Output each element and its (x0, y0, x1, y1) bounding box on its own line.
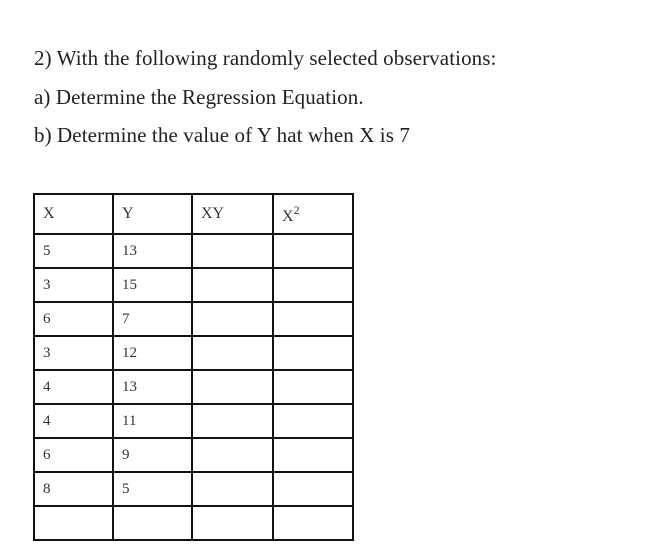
question-part-b: b) Determine the value of Y hat when X is 7 (34, 123, 410, 147)
cell-x: 6 (34, 302, 113, 336)
cell-x: 5 (34, 234, 113, 268)
cell-y: 12 (113, 336, 192, 370)
cell-x: 4 (34, 370, 113, 404)
cell-x-squared (273, 506, 353, 540)
cell-xy (192, 472, 273, 506)
table-row-totals (34, 506, 353, 540)
cell-x: 3 (34, 336, 113, 370)
header-x: X (34, 194, 113, 234)
cell-xy (192, 438, 273, 472)
cell-x-squared (273, 370, 353, 404)
cell-xy (192, 336, 273, 370)
cell-y: 15 (113, 268, 192, 302)
table-row (34, 336, 353, 370)
table-row (34, 438, 353, 472)
cell-xy (192, 370, 273, 404)
cell-xy (192, 506, 273, 540)
header-xy: XY (192, 194, 273, 234)
cell-y: 13 (113, 370, 192, 404)
cell-x: 6 (34, 438, 113, 472)
cell-y: 13 (113, 234, 192, 268)
observations-table (33, 193, 354, 541)
cell-y: 9 (113, 438, 192, 472)
table-row (34, 472, 353, 506)
cell-x-squared (273, 268, 353, 302)
header-x-squared-base: X (282, 207, 294, 225)
cell-x: 3 (34, 268, 113, 302)
cell-y (113, 506, 192, 540)
cell-x-squared (273, 302, 353, 336)
table-row (34, 302, 353, 336)
cell-xy (192, 404, 273, 438)
cell-x-squared (273, 438, 353, 472)
table-row (34, 370, 353, 404)
cell-y: 7 (113, 302, 192, 336)
cell-y: 11 (113, 404, 192, 438)
table-header-row (34, 194, 353, 234)
cell-x-squared (273, 234, 353, 268)
cell-x: 4 (34, 404, 113, 438)
cell-x: 8 (34, 472, 113, 506)
cell-xy (192, 234, 273, 268)
table-row (34, 234, 353, 268)
table-row (34, 404, 353, 438)
table-row (34, 268, 353, 302)
cell-x-squared (273, 472, 353, 506)
question-line-1: 2) With the following randomly selected observations: (34, 46, 497, 70)
cell-y: 5 (113, 472, 192, 506)
cell-x-squared (273, 336, 353, 370)
cell-xy (192, 302, 273, 336)
cell-x-squared (273, 404, 353, 438)
header-x-squared (273, 194, 353, 234)
question-part-a: a) Determine the Regression Equation. (34, 85, 364, 109)
header-y: Y (113, 194, 192, 234)
cell-x (34, 506, 113, 540)
header-x-squared-exponent: 2 (293, 202, 300, 217)
cell-xy (192, 268, 273, 302)
